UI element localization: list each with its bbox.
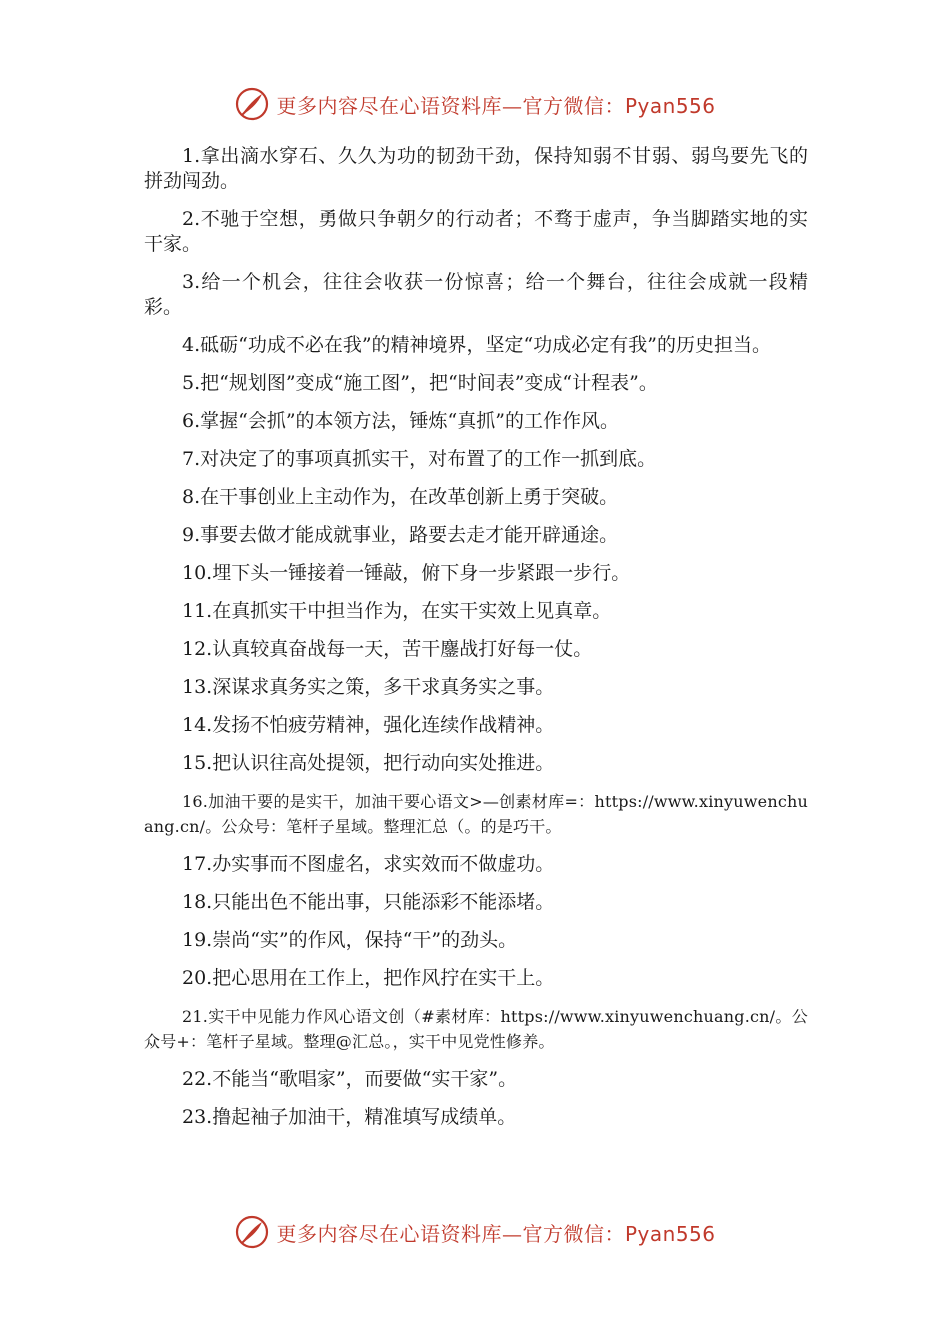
list-item: 10.埋下头一锤接着一锤敲，俯下身一步紧跟一步行。 — [182, 562, 631, 584]
list-item: 23.撸起袖子加油干，精准填写成绩单。 — [182, 1106, 517, 1128]
banner-text: 更多内容尽在心语资料库—官方微信：Pyan556 — [276, 93, 716, 118]
list-item: 13.深谋求真务实之策，多干求真务实之事。 — [182, 676, 555, 698]
list-item: 14.发扬不怕疲劳精神，强化连续作战精神。 — [182, 714, 555, 736]
list-item: 11.在真抓实干中担当作为，在实干实效上见真章。 — [182, 600, 612, 622]
list-item: 22.不能当“歌唱家”，而要做“实干家”。 — [182, 1068, 518, 1090]
feather-pen-logo-icon — [234, 86, 270, 122]
list-item: 19.崇尚“实”的作风，保持“干”的劲头。 — [182, 929, 518, 951]
list-item: 12.认真较真奋战每一天，苦干鏖战打好每一仗。 — [182, 638, 593, 660]
list-item: 3.给一个机会，往往会收获一份惊喜；给一个舞台，往往会成就一段精彩。 — [144, 271, 808, 318]
list-item: 8.在干事创业上主动作为，在改革创新上勇于突破。 — [182, 486, 619, 508]
list-item: 4.砥砺“功成不必在我”的精神境界，坚定“功成必定有我”的历史担当。 — [182, 334, 771, 356]
list-item: 16.加油干要的是实干，加油干要心语文>—创素材库=：https://www.xinyuwenchuang.cn/。公众号：笔杆子星域。整理汇总（。的是巧干。 — [144, 792, 808, 836]
banner-text: 更多内容尽在心语资料库—官方微信：Pyan556 — [276, 1221, 716, 1246]
list-item: 18.只能出色不能出事，只能添彩不能添堵。 — [182, 891, 555, 913]
list-item: 2.不驰于空想，勇做只争朝夕的行动者；不骛于虚声，争当脚踏实地的实干家。 — [144, 208, 808, 255]
header-banner — [0, 82, 950, 126]
footer-banner — [0, 1210, 950, 1254]
list-item: 9.事要去做才能成就事业，路要去走才能开辟通途。 — [182, 524, 619, 546]
list-item: 1.拿出滴水穿石、久久为功的韧劲干劲，保持知弱不甘弱、弱鸟要先飞的拼劲闯劲。 — [144, 145, 808, 192]
list-item: 21.实干中见能力作风心语文创（#素材库：https://www.xinyuwenchuang.cn/。公众号+：笔杆子星域。整理@汇总。，实干中见党性修养。 — [144, 1007, 808, 1051]
list-item: 15.把认识往高处提领，把行动向实处推进。 — [182, 752, 555, 774]
feather-pen-logo-icon — [234, 1214, 270, 1250]
list-item: 17.办实事而不图虚名，求实效而不做虚功。 — [182, 853, 555, 875]
list-item: 6.掌握“会抓”的本领方法，锤炼“真抓”的工作作风。 — [182, 410, 619, 432]
list-item: 7.对决定了的事项真抓实干，对布置了的工作一抓到底。 — [182, 448, 657, 470]
list-item: 5.把“规划图”变成“施工图”，把“时间表”变成“计程表”。 — [182, 372, 658, 394]
list-item: 20.把心思用在工作上，把作风拧在实干上。 — [182, 967, 555, 989]
slogan-list — [144, 144, 808, 1143]
